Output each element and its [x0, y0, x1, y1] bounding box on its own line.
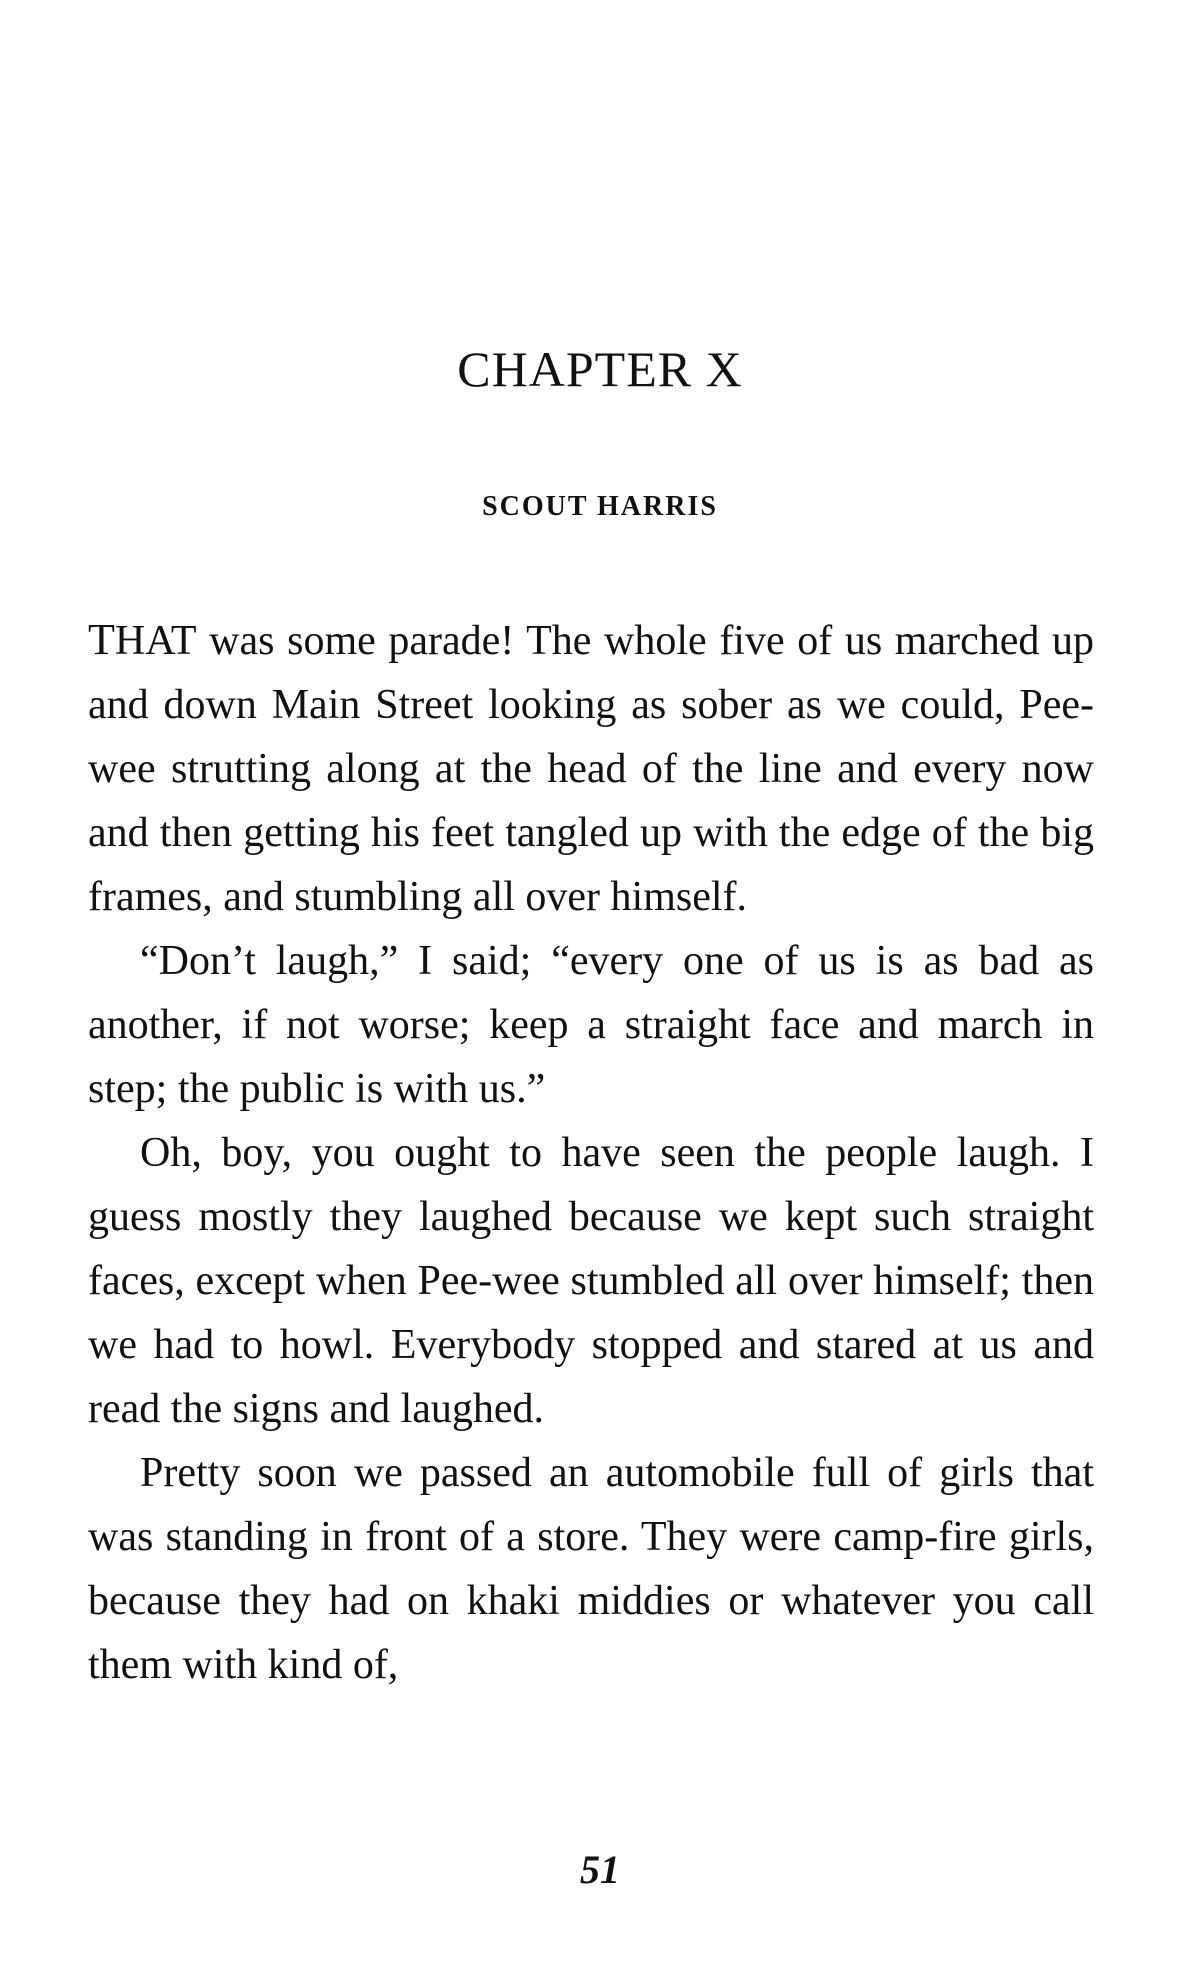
chapter-title: CHAPTER X: [457, 341, 743, 397]
paragraph-4: Pretty soon we passed an automobile full of girls that was standing in front of a store. They were camp-fire girls, because they had on khaki middies or whatever you call them with kind of,: [88, 1450, 1094, 1688]
paragraph-1: [88, 608, 1094, 929]
chapter-subtitle: SCOUT HARRIS: [482, 491, 718, 522]
lead-letter: T: [88, 615, 115, 664]
body-text: [88, 608, 1094, 1697]
paragraph-1-text: was some parade! The whole five of us marched up and down Main Street looking as sober as we could, Pee-wee strutting along at the head of the line and every now and then getting his feet tangled up with the edge of the big frames, and stumbling all over himself.: [88, 618, 1094, 920]
paragraph-2: “Don’t laugh,” I said; “every one of us is as bad as another, if not worse; keep a straight face and march in step; the public is with us.”: [88, 938, 1094, 1112]
paragraph-3: Oh, boy, you ought to have seen the people laugh. I guess mostly they laughed because we kept such straight faces, except when Pee-wee stumbled all over himself; then we had to howl. Everybody stopped and stared at us and read the signs and laughed.: [88, 1130, 1094, 1432]
page-number: 51: [580, 1847, 620, 1892]
lead-word-rest: HAT: [114, 618, 197, 664]
